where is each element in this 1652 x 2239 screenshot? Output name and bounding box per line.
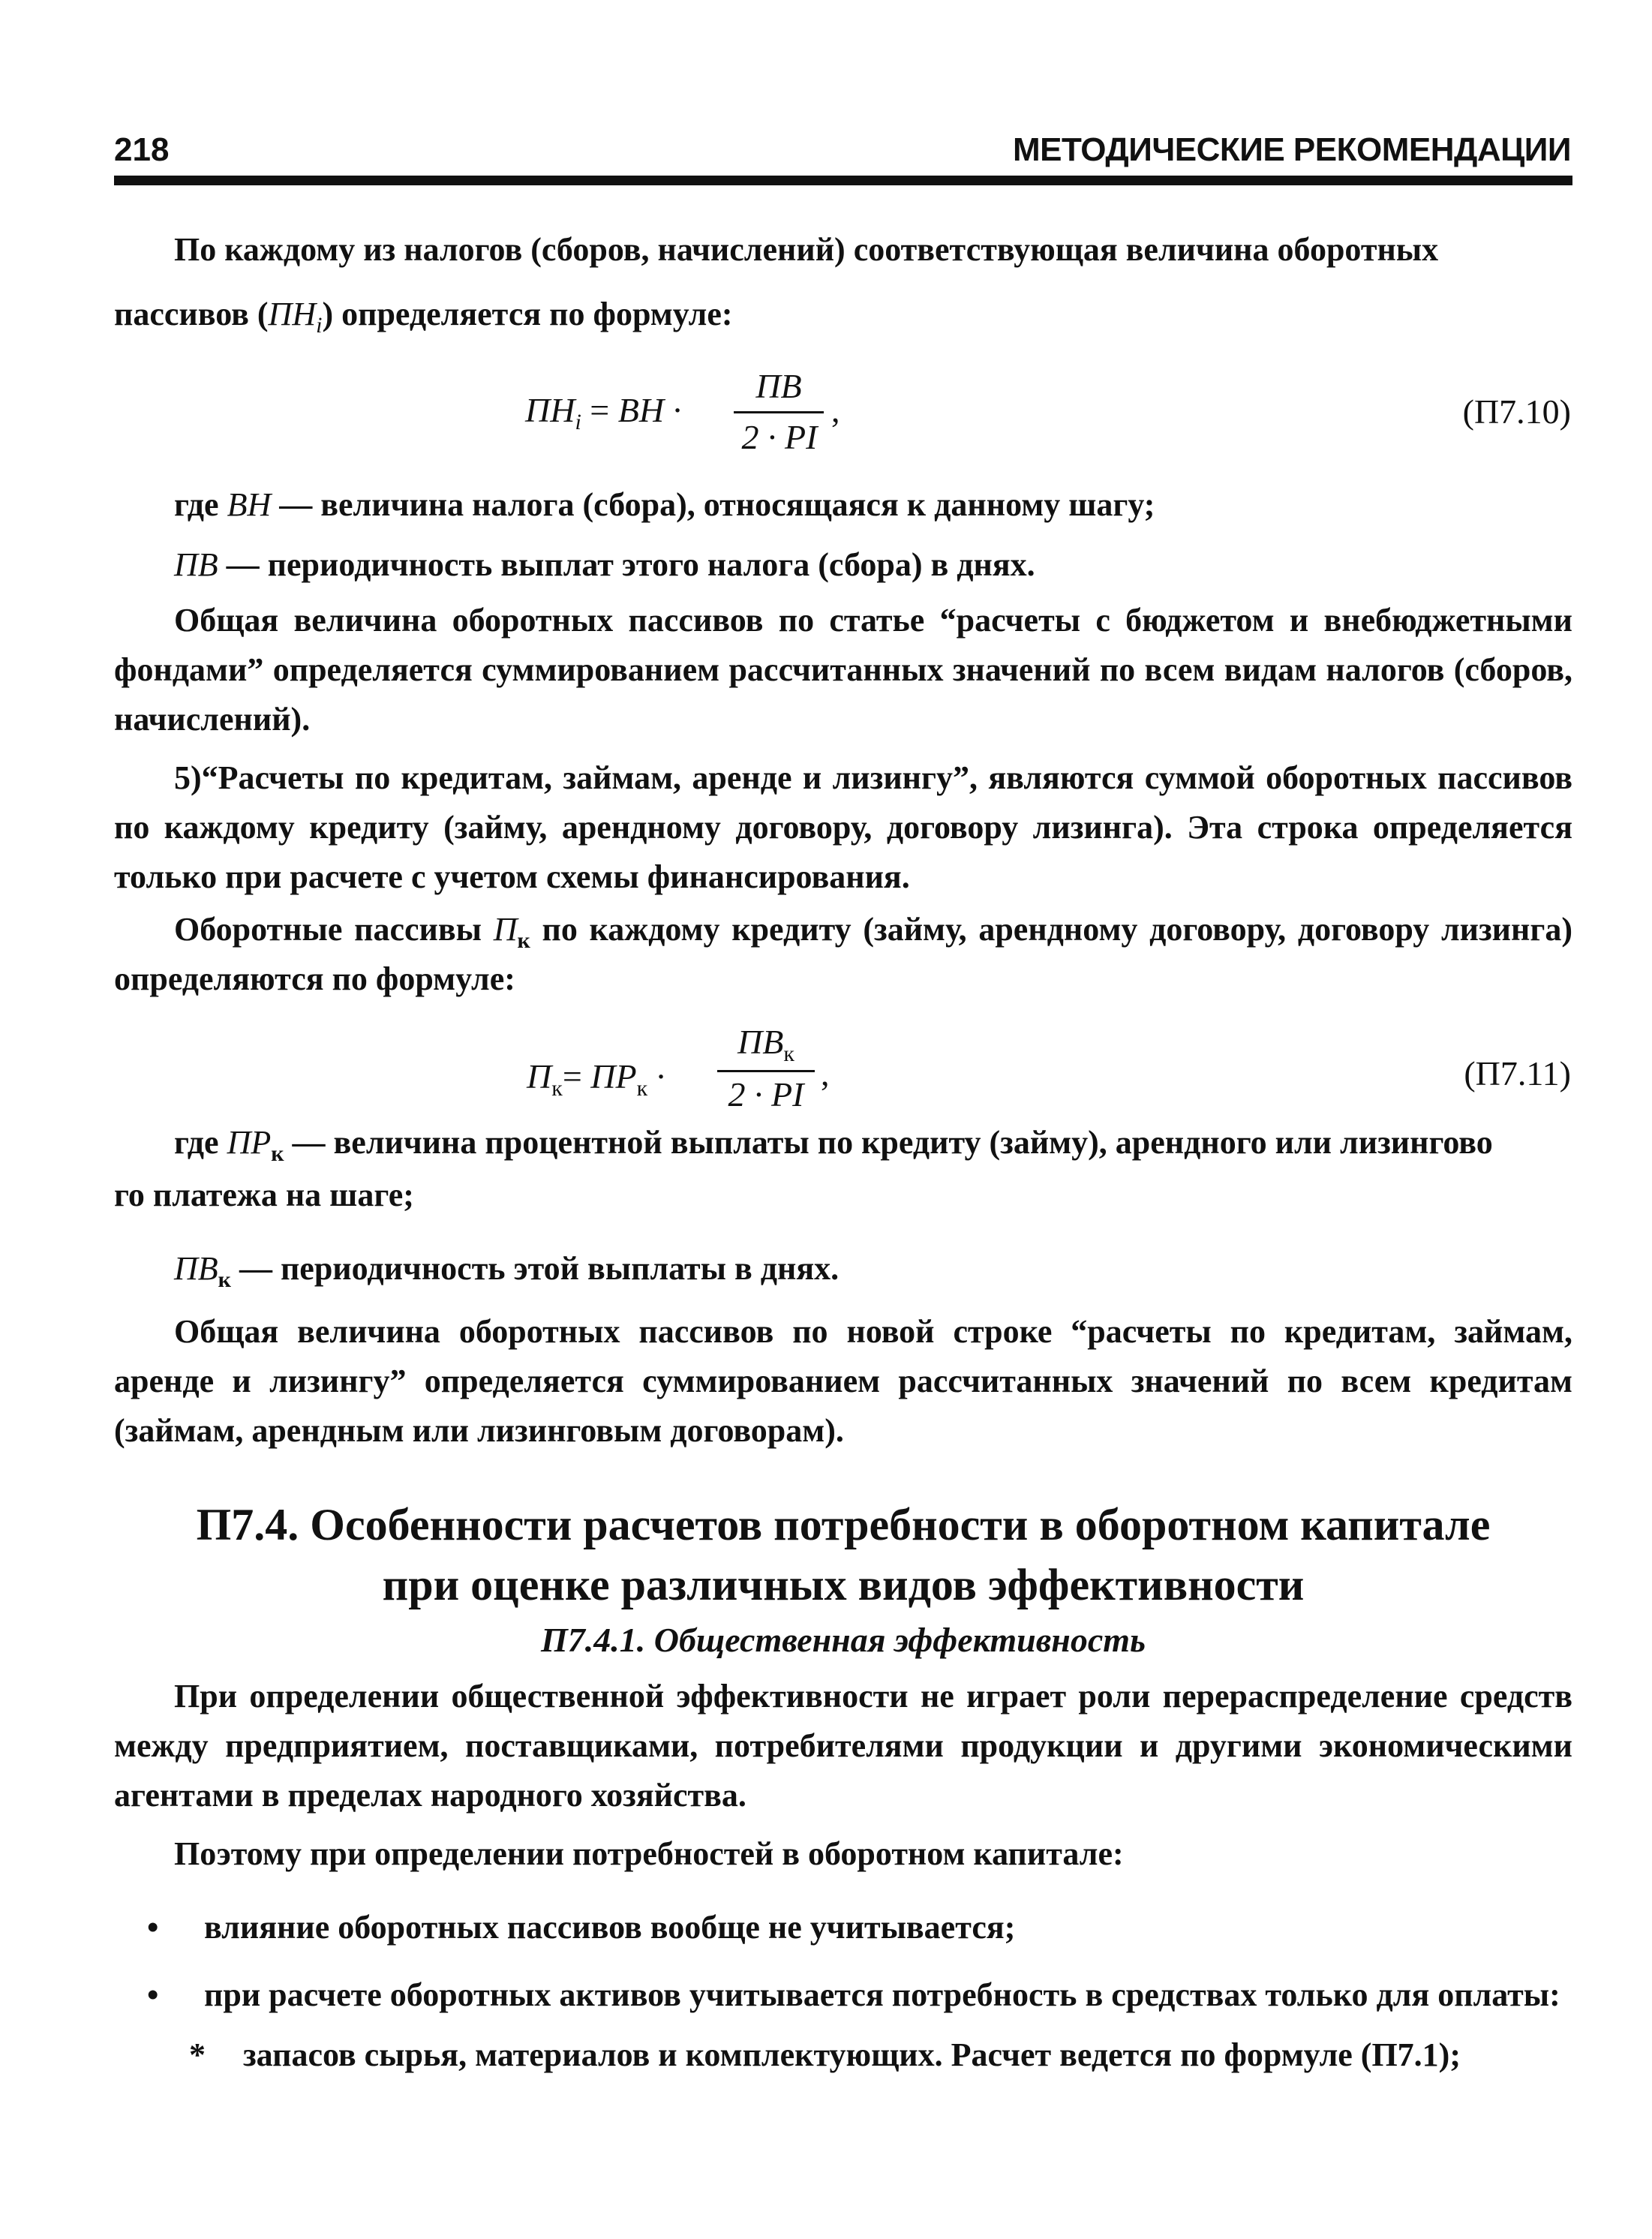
section-title-line2: при оценке различных видов эффективности (382, 1560, 1305, 1609)
para1-line1: По каждому из налогов (сборов, начислений) соответствующая величина оборотных (174, 231, 1439, 268)
where1-line1: где ВН — величина налога (сбора), относящаяся к данному шагу; (174, 486, 1155, 523)
page-number: 218 (114, 131, 170, 168)
formula2-comma: , (821, 1054, 830, 1092)
where1-line2: ПВ — периодичность выплат этого налога (сбора) в днях. (174, 546, 1035, 583)
paragraph-social-efficiency: При определении общественной эффективности не играет роли перераспределение средств между предприятием, поставщиками, потребителями продукции и другими экономическими агентами в пределах народного хозяйства. (114, 1678, 1572, 1814)
list-subitem: * запасов сырья, материалов и комплектующих. Расчет ведется по формуле (П7.1); (189, 2030, 1572, 2080)
paragraph-budget-payments: Общая величина оборотных пассивов по статье “расчеты с бюджетом и внебюджетными фондами” определяется суммированием рассчитанных значений по всем видам налогов (сборов, начислений). (114, 602, 1572, 738)
para1-line2: пассивов $(ПН_i)$ определяется по формуле: (114, 296, 733, 338)
where2-line1: где $ПР_к$ — величина процентной выплаты по кредиту (займу), арендного или лизингово (174, 1124, 1493, 1166)
list-item: • при расчете оборотных активов учитывается потребность в средствах только для оплаты: (147, 1970, 1572, 2020)
running-title: МЕТОДИЧЕСКИЕ РЕКОМЕНДАЦИИ (1012, 131, 1571, 168)
paragraph-passives-per-credit: Оборотные пассивы $П_к$ по каждому кредиту (займу, арендному договору, договору лизинга) определяются по формуле: (114, 911, 1572, 997)
list-item: • влияние оборотных пассивов вообще не учитывается; (147, 1903, 1572, 1952)
header-rule (114, 176, 1572, 185)
bullet-icon: • (147, 1909, 159, 1946)
asterisk-icon: * (189, 2036, 206, 2073)
formula1-lhs: $ПН_i$ = ВН · (525, 391, 682, 435)
formula1-numerator: ПВ (755, 367, 802, 405)
subsection-title: П7.4.1. Общественная эффективность (540, 1621, 1146, 1659)
formula2-denominator: 2 · PI (728, 1075, 804, 1113)
formula2-lhs: $П_к= ПР_к$ · (527, 1057, 665, 1101)
equation-number-p7-11: (П7.11) (1464, 1054, 1571, 1092)
equation-number-p7-10: (П7.10) (1462, 392, 1571, 431)
formula2-numerator: $ПВ_к$ (737, 1023, 794, 1067)
formula1-denominator: 2 · PI (741, 418, 818, 456)
formula2-fraction-bar (717, 1070, 815, 1072)
section-title-line1: П7.4. Особенности расчетов потребности в оборотном капитале (196, 1500, 1491, 1549)
where2-line3: $ПВ_к$ — периодичность этой выплаты в днях. (174, 1250, 840, 1292)
formula1-comma: , (831, 391, 840, 429)
where2-line2: го платежа на шаге; (114, 1177, 414, 1213)
formula1-fraction-bar (734, 411, 824, 413)
paragraph-credits-loans: 5)“Расчеты по кредитам, займам, аренде и лизингу”, являются суммой оборотных пассивов по каждому кредиту (займу, арендному договору, договору лизинга). Эта строка определяется только при расчете с учетом схемы финансирования. (114, 759, 1572, 895)
paragraph-total-credit-passives: Общая величина оборотных пассивов по новой строке “расчеты по кредитам, займам, аренде и лизингу” определяется суммированием рассчитанных значений по всем кредитам (займам, арендным или лизинговым договорам). (114, 1313, 1572, 1449)
bullet-icon: • (147, 1976, 159, 2013)
paragraph-therefore: Поэтому при определении потребностей в оборотном капитале: (174, 1835, 1124, 1872)
